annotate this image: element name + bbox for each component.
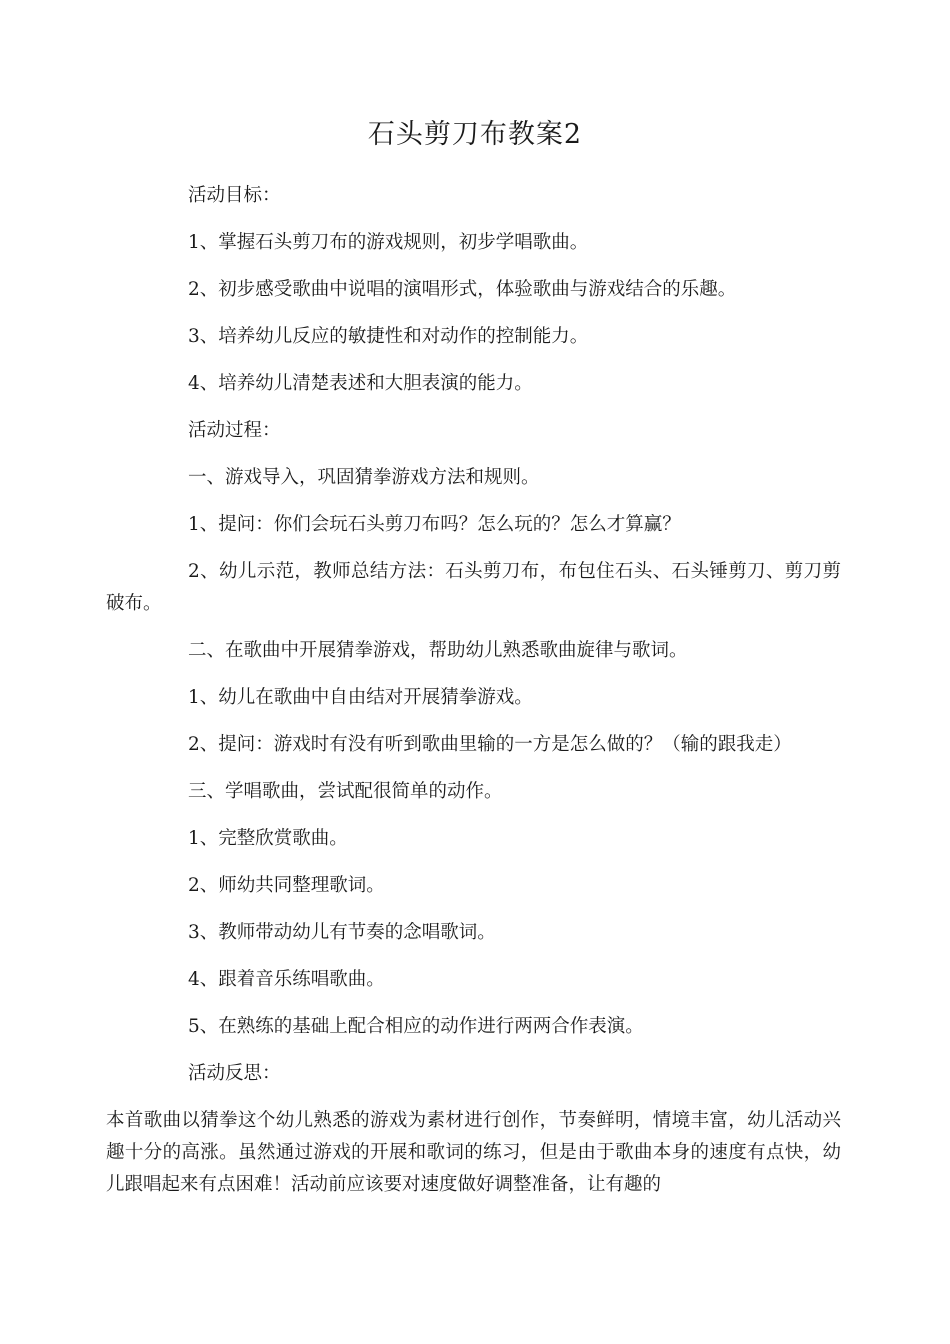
paragraph: 1、提问：你们会玩石头剪刀布吗？怎么玩的？怎么才算赢？: [188, 514, 681, 535]
paragraph: 活动目标：: [188, 185, 281, 206]
paragraph: 5、在熟练的基础上配合相应的动作进行两两合作表演。: [188, 1016, 644, 1037]
document-title: 石头剪刀布教案2: [367, 119, 583, 150]
paragraph: 2、幼儿示范，教师总结方法：石头剪刀布，布包住石头、石头锤剪刀、剪刀剪破布。: [106, 561, 841, 614]
paragraph: 3、教师带动幼儿有节奏的念唱歌词。: [188, 922, 496, 943]
paragraph: 2、提问：游戏时有没有听到歌曲里输的一方是怎么做的？（输的跟我走）: [188, 734, 792, 755]
paragraph: 2、师幼共同整理歌词。: [188, 875, 385, 896]
paragraph: 3、培养幼儿反应的敏捷性和对动作的控制能力。: [188, 326, 589, 347]
paragraph: 1、幼儿在歌曲中自由结对开展猜拳游戏。: [188, 687, 533, 708]
paragraph: 1、完整欣赏歌曲。: [188, 828, 348, 849]
paragraph: 4、培养幼儿清楚表述和大胆表演的能力。: [188, 373, 533, 394]
paragraph: 1、掌握石头剪刀布的游戏规则，初步学唱歌曲。: [188, 232, 589, 253]
paragraph: 活动反思：: [188, 1063, 281, 1084]
paragraph: 二、在歌曲中开展猜拳游戏，帮助幼儿熟悉歌曲旋律与歌词。: [188, 640, 688, 661]
paragraph: 三、学唱歌曲，尝试配很简单的动作。: [188, 781, 503, 802]
paragraph: 2、初步感受歌曲中说唱的演唱形式，体验歌曲与游戏结合的乐趣。: [188, 279, 737, 300]
paragraph: 本首歌曲以猜拳这个幼儿熟悉的游戏为素材进行创作，节奏鲜明，情境丰富，幼儿活动兴趣十分的高涨。虽然通过游戏的开展和歌词的练习，但是由于歌曲本身的速度有点快，幼儿跟唱起来有点困难！活动前应该要对速度做好调整准备，让有趣的: [106, 1110, 841, 1195]
paragraph: 一、游戏导入，巩固猜拳游戏方法和规则。: [188, 467, 540, 488]
paragraph: 活动过程：: [188, 420, 281, 441]
paragraph: 4、跟着音乐练唱歌曲。: [188, 969, 385, 990]
document-body: [106, 180, 841, 1216]
